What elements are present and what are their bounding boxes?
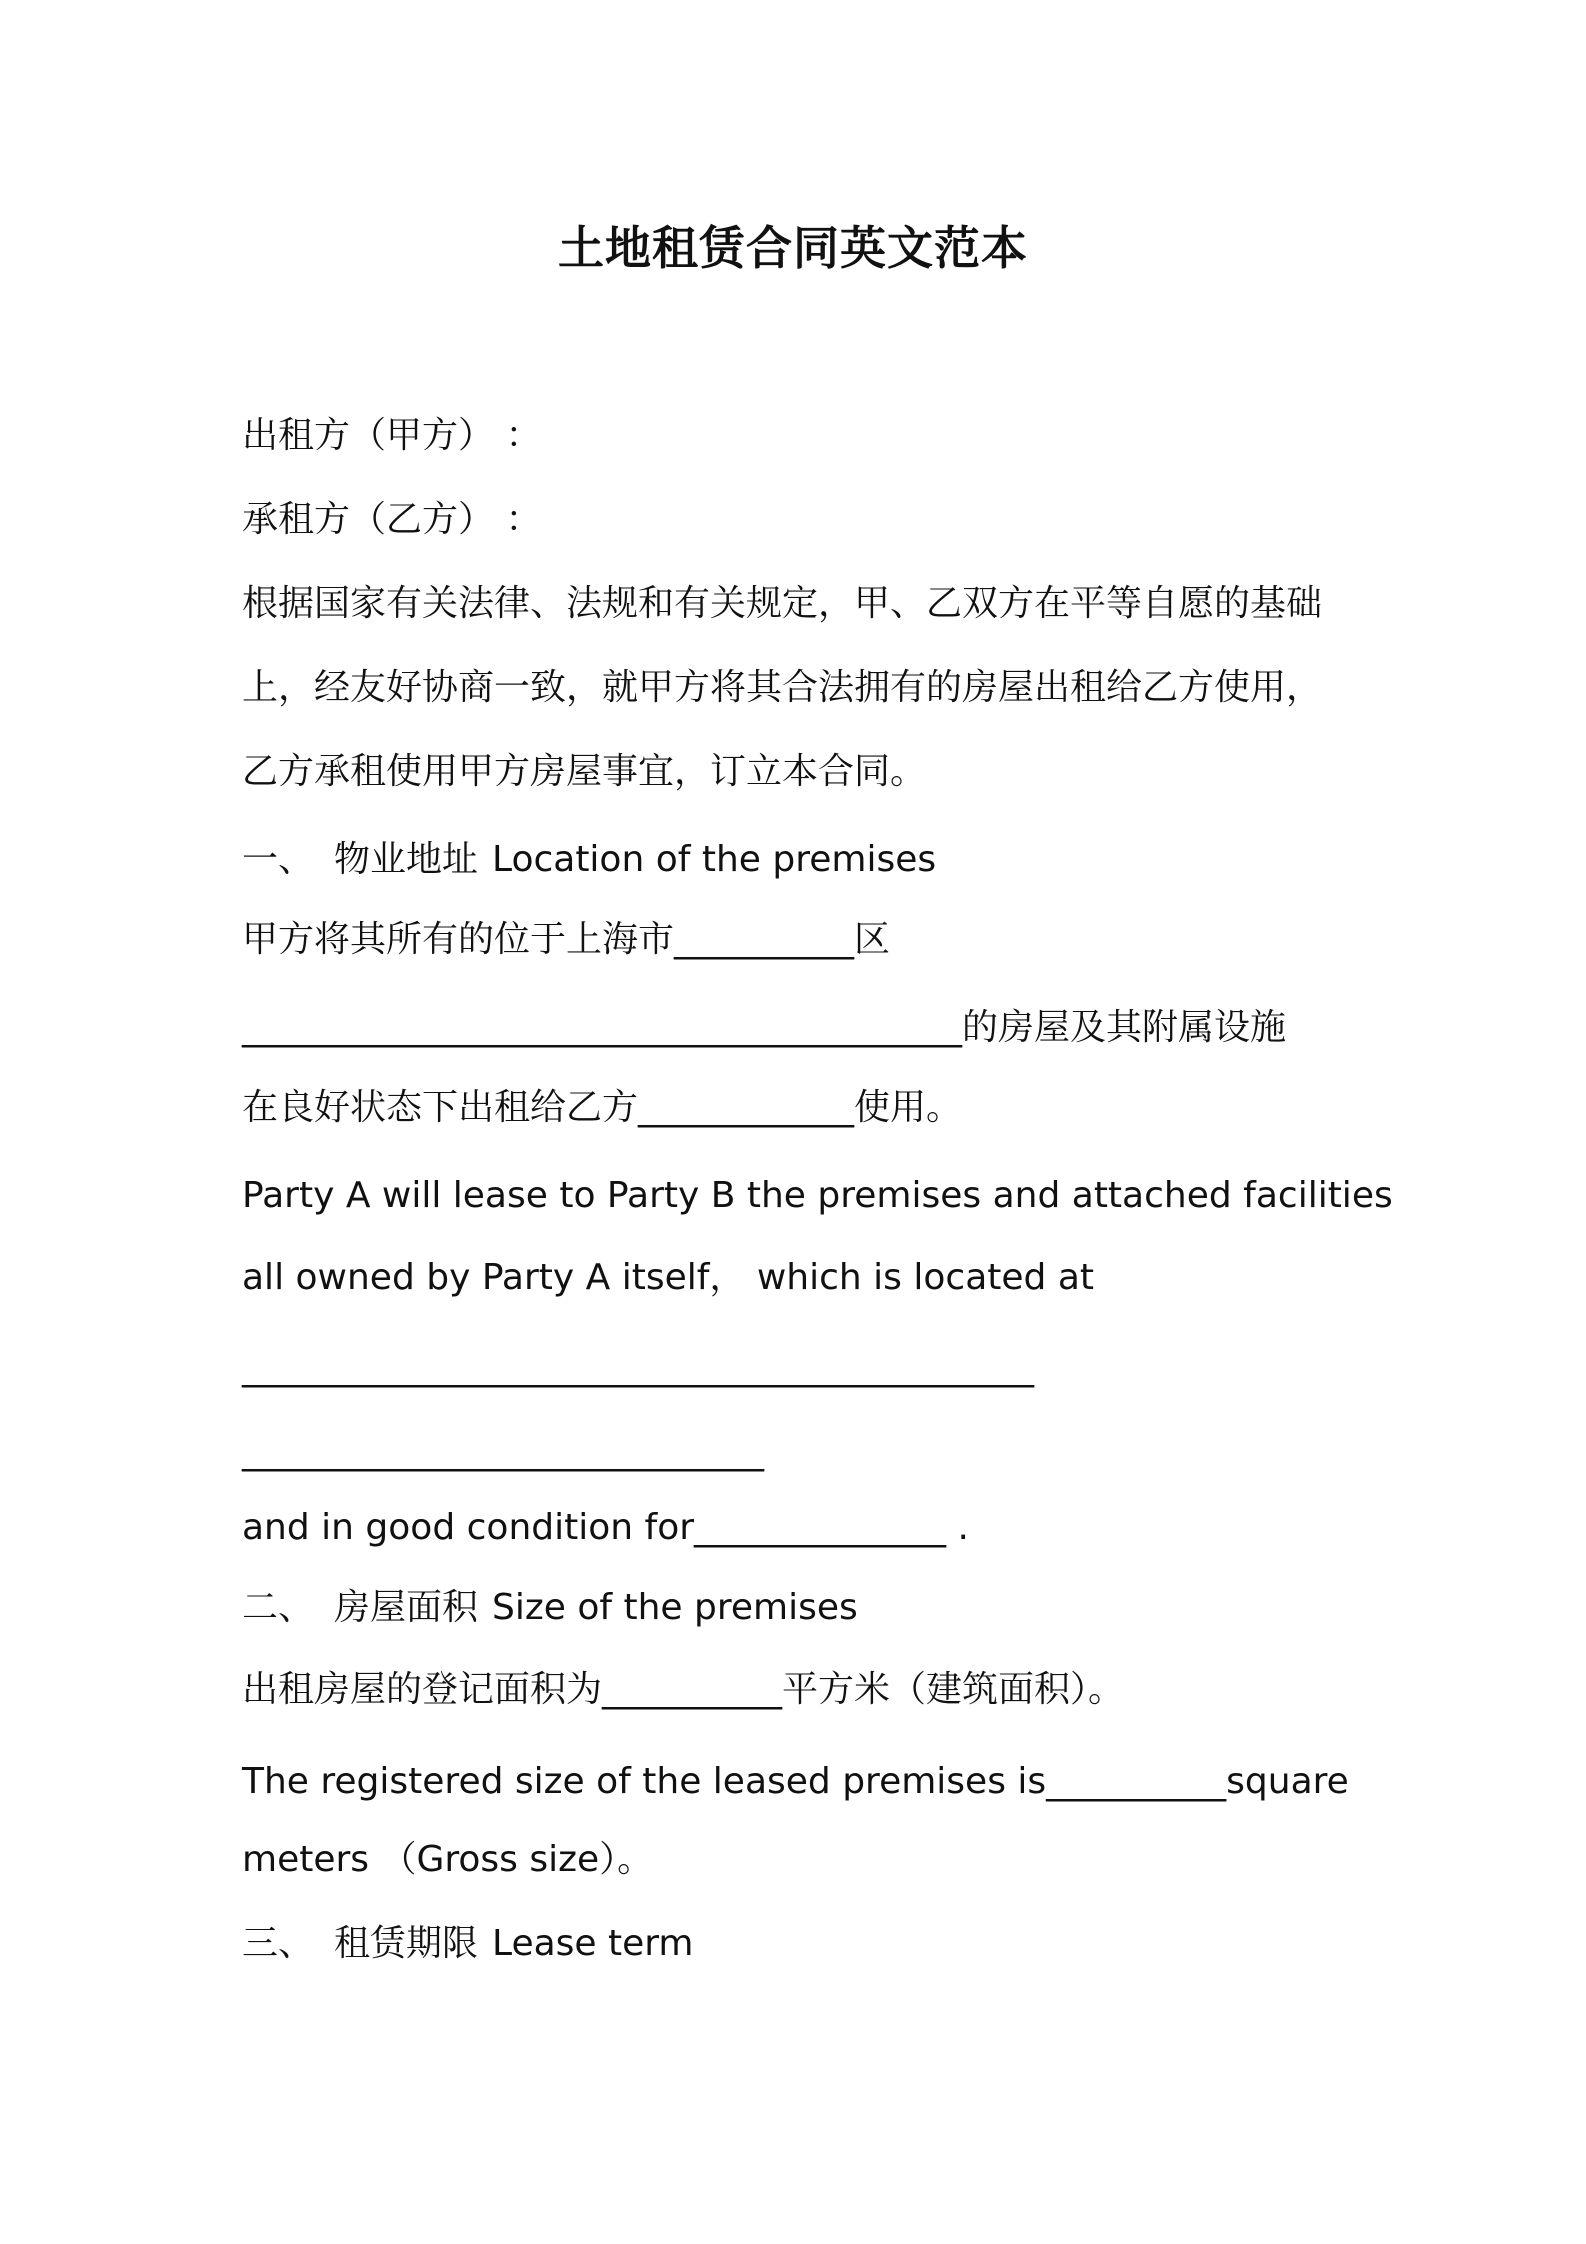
section-1-heading (242, 838, 936, 882)
section-2-number: 二、 (242, 1587, 315, 1628)
document-title: 土地租赁合同英文范本 (558, 221, 1028, 275)
lessor-label: 出租方（甲方） ： (242, 415, 542, 456)
intro-line-1: 根据国家有关法律、法规和有关规定，甲、乙双方在平等自愿的基础 (242, 583, 1323, 624)
section-2-en-line-1: The registered size of the leased premises is__________square (242, 1761, 1349, 1802)
intro-line-3: 乙方承租使用甲方房屋事宜，订立本合同。 (242, 751, 927, 792)
section-1-en-line-2: all owned by Party A itself， which is located at (242, 1257, 1094, 1298)
section-1-en-line-4: _____________________________ (242, 1431, 764, 1472)
section-3-title-cn: 租赁期限 (334, 1923, 479, 1964)
section-1-cn-line-1: 甲方将其所有的位于上海市__________区 (242, 919, 891, 960)
section-1-cn-line-3: 在良好状态下出租给乙方____________使用。 (242, 1087, 963, 1128)
section-1-title-en: Location of the premises (492, 839, 937, 880)
lessee-label: 承租方（乙方） ： (242, 499, 542, 540)
section-2-title-cn: 房屋面积 (334, 1587, 479, 1628)
section-2-heading (242, 1586, 858, 1630)
section-1-title-cn: 物业地址 (334, 839, 479, 880)
section-3-title-en: Lease term (492, 1923, 694, 1964)
intro-line-2: 上，经友好协商一致，就甲方将其合法拥有的房屋出租给乙方使用， (242, 667, 1323, 708)
section-2-en-line-2: meters （Gross size）。 (242, 1839, 654, 1880)
section-2-title-en: Size of the premises (492, 1587, 858, 1628)
section-1-cn-line-2: ________________________________________的房屋及其附属设施 (242, 1007, 1287, 1048)
section-1-number: 一、 (242, 839, 315, 880)
section-3-number: 三、 (242, 1923, 315, 1964)
section-1-en-line-3: ____________________________________________ (242, 1347, 1034, 1388)
section-1-en-line-1: Party A will lease to Party B the premises and attached facilities (242, 1175, 1393, 1216)
section-1-en-line-5: and in good condition for______________ . (242, 1507, 969, 1548)
section-3-heading (242, 1922, 694, 1966)
section-2-cn-line: 出租房屋的登记面积为__________平方米（建筑面积）。 (242, 1669, 1125, 1710)
